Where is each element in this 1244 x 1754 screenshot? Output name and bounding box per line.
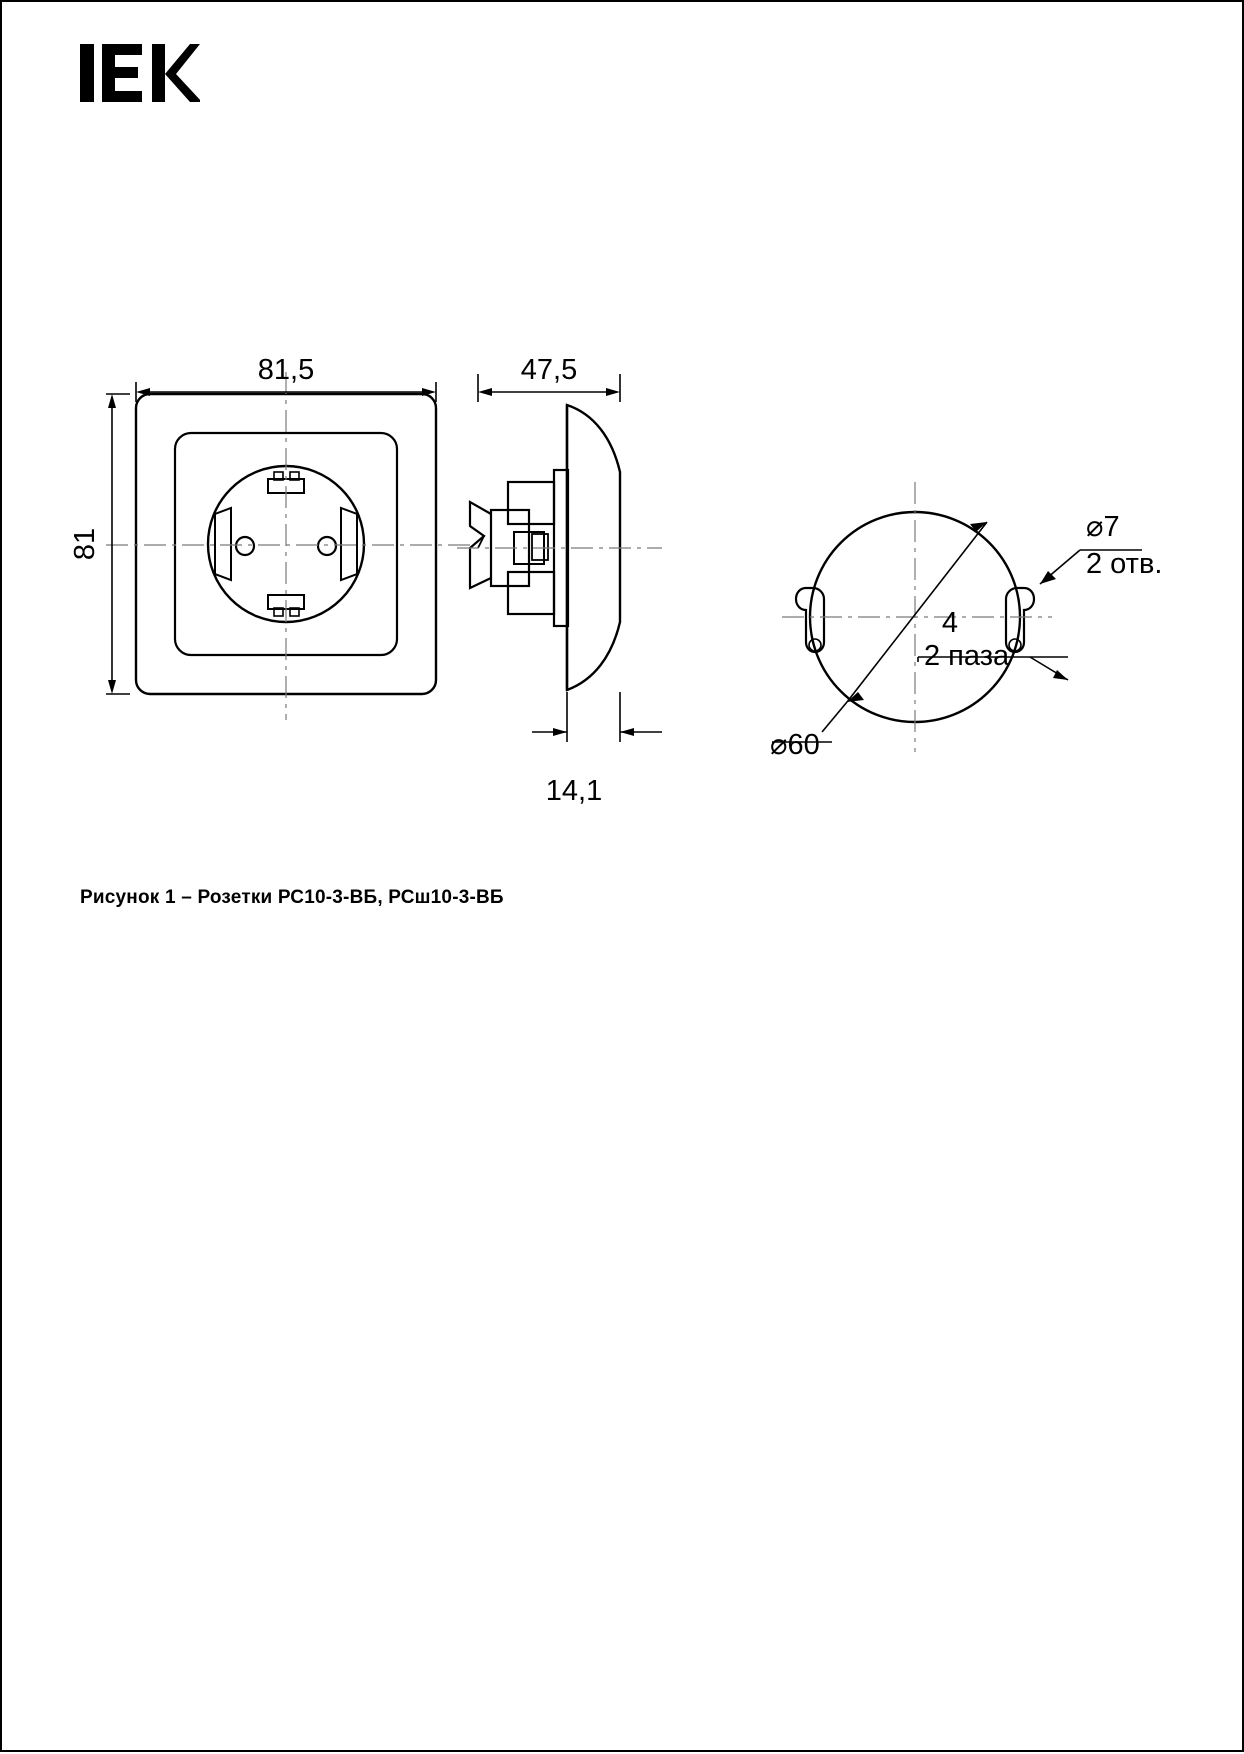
front-view (106, 372, 472, 720)
dimension-label-hole-7: ⌀7 (1086, 511, 1120, 543)
dimension-thickness-14-1 (532, 692, 662, 742)
dimension-label-depth: 47,5 (520, 354, 578, 386)
dimension-label-circle-60: ⌀60 (770, 729, 820, 761)
technical-drawing (2, 2, 1244, 1754)
dimension-label-thickness: 14,1 (545, 775, 603, 807)
dimension-height-81 (106, 394, 130, 694)
mounting-box-view (782, 482, 1052, 752)
figure-caption: Рисунок 1 – Розетки РС10-3-ВБ, РСш10-3-ВБ (80, 887, 504, 908)
dimension-label-width: 81,5 (257, 354, 315, 386)
dimension-label-hole-count: 2 отв. (1086, 548, 1163, 580)
dimension-label-slot-4: 4 (941, 607, 959, 639)
dimension-label-height: 81 (69, 527, 101, 561)
dimension-label-slot-count: 2 паза (924, 640, 1010, 672)
